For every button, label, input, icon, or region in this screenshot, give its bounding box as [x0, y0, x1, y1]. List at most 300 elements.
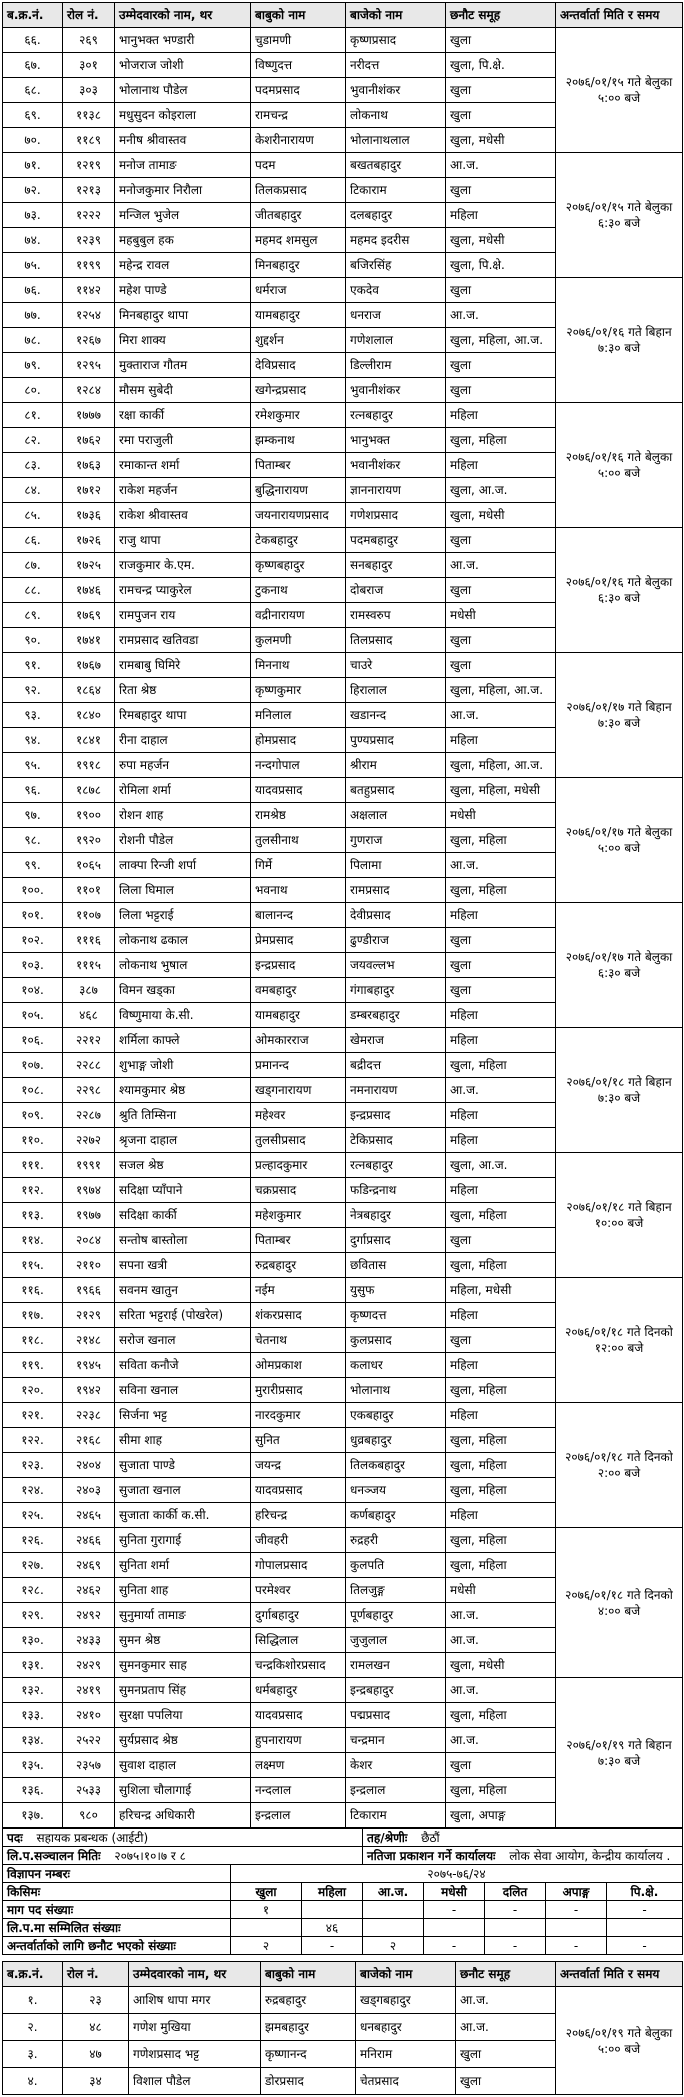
demand-label: माग पद संख्याः	[3, 1901, 231, 1919]
candidate-name-cell: सरोज खनाल	[115, 1328, 251, 1353]
grandfather-name-cell: ज्ञाननारायण	[346, 478, 446, 503]
roll-number-cell: ११९९	[63, 253, 115, 278]
candidate-name-cell: सुनुमार्या तामाङ	[115, 1603, 251, 1628]
interview-schedule-cell: २०७६/०१/१६ गते बेलुका ६:३० बजे	[556, 528, 683, 653]
serial-number-cell: १३०.	[3, 1628, 63, 1653]
grandfather-name-cell: सनबहादुर	[346, 553, 446, 578]
grandfather-name-cell: कुलप्रसाद	[346, 1328, 446, 1353]
header-grandfather: बाजेको नाम	[356, 1962, 456, 1987]
interview-schedule-cell: २०७६/०१/१७ गते बेलुका ५:०० बजे	[556, 778, 683, 903]
roll-number-cell: १७६३	[63, 453, 115, 478]
selection-group-cell: खुला, महिला	[446, 1253, 556, 1278]
attended-cell	[485, 1919, 546, 1937]
serial-number-cell: ७८.	[3, 328, 63, 353]
grandfather-name-cell: छवितास	[346, 1253, 446, 1278]
serial-number-cell: ७२.	[3, 178, 63, 203]
roll-number-cell: २१२९	[63, 1303, 115, 1328]
roll-number-cell: २५३३	[63, 1778, 115, 1803]
selection-group-cell: महिला	[446, 728, 556, 753]
grandfather-name-cell: महमद इदरीस	[346, 228, 446, 253]
serial-number-cell: १०२.	[3, 928, 63, 953]
grandfather-name-cell: कर्णबहादुर	[346, 1503, 446, 1528]
serial-number-cell: ७४.	[3, 228, 63, 253]
candidate-name-cell: श्रृजना दाहाल	[115, 1128, 251, 1153]
roll-number-cell: २११०	[63, 1253, 115, 1278]
serial-number-cell: ९६.	[3, 778, 63, 803]
header-candidate: उम्मेदवारको नाम, थर	[115, 3, 251, 28]
father-name-cell: चन्द्रकिशोरप्रसाद	[251, 1653, 346, 1678]
serial-number-cell: ८७.	[3, 553, 63, 578]
father-name-cell: पिताम्बर	[251, 1228, 346, 1253]
father-name-cell: इन्द्रलाल	[251, 1803, 346, 1828]
level-value: छैठौं	[421, 1830, 440, 1845]
father-name-cell: देविप्रसाद	[251, 353, 346, 378]
candidate-name-cell: हरिचन्द्र अधिकारी	[115, 1803, 251, 1828]
roll-number-cell: १७४१	[63, 628, 115, 653]
roll-number-cell: २०८४	[63, 1228, 115, 1253]
table-row	[3, 778, 683, 803]
serial-number-cell: १२१.	[3, 1403, 63, 1428]
candidate-name-cell: लोकनाथ ढकाल	[115, 928, 251, 953]
father-name-cell: वमबहादुर	[251, 978, 346, 1003]
selection-group-cell: मधेसी	[446, 603, 556, 628]
roll-number-cell: २४६२	[63, 1578, 115, 1603]
serial-number-cell: ११८.	[3, 1328, 63, 1353]
demand-cell: -	[485, 1901, 546, 1919]
candidate-name-cell: सदिक्षा कार्की	[115, 1203, 251, 1228]
grandfather-name-cell: नमनारायण	[346, 1078, 446, 1103]
roll-number-cell: ११८९	[63, 128, 115, 153]
header-roll: रोल नं.	[63, 1962, 129, 1987]
serial-number-cell: ८४.	[3, 478, 63, 503]
roll-number-cell: १८६४	[63, 678, 115, 703]
selection-group-cell: आ.ज.	[446, 1728, 556, 1753]
header-candidate: उम्मेदवारको नाम, थर	[129, 1962, 261, 1987]
attended-label: लि.प.मा सम्मिलित संख्याः	[3, 1919, 231, 1937]
father-name-cell: यादवप्रसाद	[251, 778, 346, 803]
candidate-name-cell: महेश पाण्डे	[115, 278, 251, 303]
candidate-name-cell: रीना दाहाल	[115, 728, 251, 753]
roll-number-cell: १८४१	[63, 728, 115, 753]
grandfather-name-cell: नरीदत्त	[346, 53, 446, 78]
selection-group-cell: खुला, महिला	[446, 1453, 556, 1478]
roll-number-cell: १७६७	[63, 653, 115, 678]
grandfather-name-cell: धुव्रबहादुर	[346, 1428, 446, 1453]
grandfather-name-cell: अक्षलाल	[346, 803, 446, 828]
selection-group-cell: खुला	[446, 1228, 556, 1253]
grandfather-name-cell: नेत्रबहादुर	[346, 1203, 446, 1228]
selection-group-cell: महिला	[446, 453, 556, 478]
selection-group-cell: खुला, महिला, आ.ज.	[446, 753, 556, 778]
grandfather-name-cell: पद्मप्रसाद	[346, 1703, 446, 1728]
candidate-name-cell: मनोजकुमार निरौला	[115, 178, 251, 203]
grandfather-name-cell: इन्द्रप्रसाद	[346, 1103, 446, 1128]
candidate-name-cell: सिर्जना भट्ट	[115, 1403, 251, 1428]
roll-number-cell: १८७८	[63, 778, 115, 803]
serial-number-cell: १०९.	[3, 1103, 63, 1128]
roll-number-cell: ३४	[63, 2068, 129, 2095]
roll-number-cell: १७६२	[63, 428, 115, 453]
selection-group-cell: खुला, मधेसी	[446, 228, 556, 253]
selection-group-cell: आ.ज.	[456, 1987, 556, 2014]
table-row	[3, 1403, 683, 1428]
selection-group-cell: महिला	[446, 1403, 556, 1428]
table-header-row	[3, 3, 683, 28]
candidate-name-cell: सपना खत्री	[115, 1253, 251, 1278]
candidate-name-cell: सुनिता शाह	[115, 1578, 251, 1603]
candidate-name-cell: श्रुति तिम्सिना	[115, 1103, 251, 1128]
candidate-name-cell: रोमिला शर्मा	[115, 778, 251, 803]
father-name-cell: मनिलाल	[251, 703, 346, 728]
father-name-cell: रामचन्द्र	[251, 103, 346, 128]
father-name-cell: प्रेमप्रसाद	[251, 928, 346, 953]
roll-number-cell: १७६९	[63, 603, 115, 628]
selection-group-cell: खुला, महिला	[446, 1428, 556, 1453]
roll-number-cell: १९४२	[63, 1378, 115, 1403]
selection-group-cell: खुला	[446, 1753, 556, 1778]
table-row	[3, 1528, 683, 1553]
candidate-name-cell: रामबाबु घिमिरे	[115, 653, 251, 678]
table-row	[3, 1028, 683, 1053]
selection-group-cell: आ.ज.	[446, 1628, 556, 1653]
selection-group-cell: खुला, महिला	[446, 1378, 556, 1403]
candidate-name-cell: लिला घिमाल	[115, 878, 251, 903]
header-group: छनौट समूह	[446, 3, 556, 28]
grandfather-name-cell: भुवानीशंकर	[346, 78, 446, 103]
category-cell: पि.क्षे.	[607, 1883, 683, 1901]
father-name-cell: शंकरप्रसाद	[251, 1303, 346, 1328]
grandfather-name-cell: देवीप्रसाद	[346, 903, 446, 928]
grandfather-name-cell: डम्बरबहादुर	[346, 1003, 446, 1028]
grandfather-name-cell: भोलानाथ	[346, 1378, 446, 1403]
roll-number-cell: ९८०	[63, 1803, 115, 1828]
grandfather-name-cell: रुद्रहरी	[346, 1528, 446, 1553]
serial-number-cell: ९७.	[3, 803, 63, 828]
grandfather-name-cell: इन्द्रलाल	[346, 1778, 446, 1803]
grandfather-name-cell: टिकाराम	[346, 178, 446, 203]
category-cell: खुला	[231, 1883, 302, 1901]
category-label: किसिमः	[3, 1883, 231, 1901]
selection-group-cell: महिला	[446, 903, 556, 928]
roll-number-cell: २३५७	[63, 1753, 115, 1778]
serial-number-cell: ११७.	[3, 1303, 63, 1328]
roll-number-cell: २२३८	[63, 1403, 115, 1428]
serial-number-cell: २.	[3, 2014, 63, 2041]
demand-cell: १	[231, 1901, 302, 1919]
grandfather-name-cell: धनञ्जय	[346, 1478, 446, 1503]
candidate-name-cell: राकेश महर्जन	[115, 478, 251, 503]
header-group: छनौट समूह	[456, 1962, 556, 1987]
roll-number-cell: ११३८	[63, 103, 115, 128]
candidate-name-cell: मनोज तामाङ	[115, 153, 251, 178]
father-name-cell: चक्रप्रसाद	[251, 1178, 346, 1203]
serial-number-cell: ९३.	[3, 703, 63, 728]
candidate-name-cell: सवनम खातुन	[115, 1278, 251, 1303]
selection-group-cell: आ.ज.	[446, 303, 556, 328]
father-name-cell: भवनाथ	[251, 878, 346, 903]
serial-number-cell: ९१.	[3, 653, 63, 678]
roll-number-cell: २४९२	[63, 1603, 115, 1628]
serial-number-cell: ७५.	[3, 253, 63, 278]
attended-cell	[607, 1919, 683, 1937]
father-name-cell: टेकबहादुर	[251, 528, 346, 553]
candidate-name-cell: रमाकान्त शर्मा	[115, 453, 251, 478]
attended-cell	[424, 1919, 485, 1937]
attended-cell	[546, 1919, 607, 1937]
candidate-name-cell: भानुभक्त भण्डारी	[115, 28, 251, 53]
office-label: नतिजा प्रकाशन गर्ने कार्यालयः	[367, 1848, 496, 1863]
serial-number-cell: ८६.	[3, 528, 63, 553]
selection-group-cell: मधेसी	[446, 803, 556, 828]
table-row	[3, 903, 683, 928]
candidate-name-cell: सुनिता गुरागाई	[115, 1528, 251, 1553]
grandfather-name-cell: डिल्लीराम	[346, 353, 446, 378]
selection-group-cell: खुला, महिला	[446, 1053, 556, 1078]
roll-number-cell: २१४८	[63, 1328, 115, 1353]
header-schedule: अन्तर्वार्ता मिति र समय	[556, 1962, 683, 1987]
serial-number-cell: ७६.	[3, 278, 63, 303]
candidate-name-cell: सरिता भट्टराई (पोखरेल)	[115, 1303, 251, 1328]
father-name-cell: रमेशकुमार	[251, 403, 346, 428]
candidate-name-cell: विमन खड्का	[115, 978, 251, 1003]
father-name-cell: मिननाथ	[251, 653, 346, 678]
father-name-cell: खगेन्द्रप्रसाद	[251, 378, 346, 403]
grandfather-name-cell: जयवल्लभ	[346, 953, 446, 978]
father-name-cell: तुलसीप्रसाद	[251, 1128, 346, 1153]
father-name-cell: जयनारायणप्रसाद	[251, 503, 346, 528]
grandfather-name-cell: टिकाराम	[346, 1803, 446, 1828]
selection-group-cell: आ.ज.	[446, 1078, 556, 1103]
grandfather-name-cell: चाउरे	[346, 653, 446, 678]
candidate-name-cell: राकेश श्रीवास्तव	[115, 503, 251, 528]
roll-number-cell: २२९८	[63, 1078, 115, 1103]
candidate-name-cell: भोजराज जोशी	[115, 53, 251, 78]
roll-number-cell: १७३६	[63, 503, 115, 528]
serial-number-cell: १३५.	[3, 1753, 63, 1778]
serial-number-cell: १२९.	[3, 1603, 63, 1628]
serial-number-cell: १०४.	[3, 978, 63, 1003]
father-name-cell: नईम	[251, 1278, 346, 1303]
grandfather-name-cell: लोकनाथ	[346, 103, 446, 128]
roll-number-cell: १२८४	[63, 378, 115, 403]
office-value: लोक सेवा आयोग, केन्द्रीय कार्यालय .	[509, 1848, 671, 1863]
candidate-name-cell: सुजाता पाण्डे	[115, 1453, 251, 1478]
serial-number-cell: ७९.	[3, 353, 63, 378]
exam-date-label: लि.प.सञ्चालन मितिः	[7, 1848, 101, 1863]
grandfather-name-cell: खेमराज	[346, 1028, 446, 1053]
grandfather-name-cell: रामलखन	[346, 1653, 446, 1678]
roll-number-cell: ४६८	[63, 1003, 115, 1028]
header-grandfather: बाजेको नाम	[346, 3, 446, 28]
candidate-name-cell: रमा पराजुली	[115, 428, 251, 453]
selection-group-cell: आ.ज.	[446, 153, 556, 178]
grandfather-name-cell: मनिराम	[356, 2041, 456, 2068]
father-name-cell: चुडामणी	[251, 28, 346, 53]
table-header-row	[3, 1962, 683, 1987]
selection-group-cell: खुला, महिला	[446, 1478, 556, 1503]
grandfather-name-cell: फडिन्द्रनाथ	[346, 1178, 446, 1203]
selection-group-cell: खुला, आ.ज.	[446, 478, 556, 503]
roll-number-cell: ३८७	[63, 978, 115, 1003]
serial-number-cell: १२६.	[3, 1528, 63, 1553]
serial-number-cell: ११३.	[3, 1203, 63, 1228]
grandfather-name-cell: बद्रीदत्त	[346, 1053, 446, 1078]
selection-group-cell: महिला	[446, 203, 556, 228]
roll-number-cell: २४६६	[63, 1528, 115, 1553]
selection-group-cell: खुला, महिला	[446, 828, 556, 853]
serial-number-cell: ८३.	[3, 453, 63, 478]
father-name-cell: प्रमानन्द	[251, 1053, 346, 1078]
father-name-cell: सुनित	[251, 1428, 346, 1453]
serial-number-cell: ७०.	[3, 128, 63, 153]
candidate-name-cell: सुमनप्रताप सिंह	[115, 1678, 251, 1703]
candidate-name-cell: गणेश मुखिया	[129, 2014, 261, 2041]
category-cell: दलित	[485, 1883, 546, 1901]
selection-group-cell: आ.ज.	[446, 553, 556, 578]
selection-group-cell: खुला	[446, 278, 556, 303]
roll-number-cell: २१६८	[63, 1428, 115, 1453]
selection-group-cell: आ.ज.	[446, 853, 556, 878]
father-name-cell: यामबहादुर	[251, 1003, 346, 1028]
selection-group-cell: खुला, महिला	[446, 1553, 556, 1578]
candidate-name-cell: मन्जिल भुजेल	[115, 203, 251, 228]
roll-number-cell: २२८७	[63, 1103, 115, 1128]
category-cell: मधेसी	[424, 1883, 485, 1901]
interview-schedule-cell: २०७६/०१/१६ गते बिहान ७:३० बजे	[556, 278, 683, 403]
selection-group-cell: खुला, मधेसी	[446, 503, 556, 528]
father-name-cell: गोपालप्रसाद	[251, 1553, 346, 1578]
roll-number-cell: २२८८	[63, 1053, 115, 1078]
roll-number-cell: २२७२	[63, 1128, 115, 1153]
serial-number-cell: १३१.	[3, 1653, 63, 1678]
selection-group-cell: खुला, महिला	[446, 428, 556, 453]
father-name-cell: जयन्द्र	[251, 1453, 346, 1478]
selection-group-cell: खुला, महिला	[446, 878, 556, 903]
candidate-name-cell: लिला भट्टराई	[115, 903, 251, 928]
roll-number-cell: १९००	[63, 803, 115, 828]
selection-group-cell: खुला, महिला	[446, 1203, 556, 1228]
serial-number-cell: १३६.	[3, 1778, 63, 1803]
serial-number-cell: ८८.	[3, 578, 63, 603]
interview-schedule-cell: २०७६/०१/१९ गते बेलुका ५:०० बजे	[556, 1987, 683, 2095]
father-name-cell: यामबहादुर	[251, 303, 346, 328]
selection-group-cell: आ.ज.	[446, 1603, 556, 1628]
father-name-cell: नन्दलाल	[251, 1778, 346, 1803]
serial-number-cell: १.	[3, 1987, 63, 2014]
serial-number-cell: ९८.	[3, 828, 63, 853]
selection-group-cell: खुला	[446, 178, 556, 203]
roll-number-cell: १२२२	[63, 203, 115, 228]
interview-schedule-cell: २०७६/०१/१८ गते दिनको १२:०० बजे	[556, 1278, 683, 1403]
selection-group-cell: महिला	[446, 1503, 556, 1528]
grandfather-name-cell: केशर	[346, 1753, 446, 1778]
serial-number-cell: १२७.	[3, 1553, 63, 1578]
serial-number-cell: ६६.	[3, 28, 63, 53]
selection-group-cell: महिला	[446, 403, 556, 428]
post-value: सहायक प्रबन्धक (आईटी)	[36, 1830, 149, 1845]
selection-group-cell: आ.ज.	[446, 703, 556, 728]
selection-group-cell: खुला, महिला	[446, 1703, 556, 1728]
table-row	[3, 653, 683, 678]
father-name-cell: पिताम्बर	[251, 453, 346, 478]
serial-number-cell: १२२.	[3, 1428, 63, 1453]
candidate-name-cell: रामपुजन राय	[115, 603, 251, 628]
candidate-name-cell: रोशन शाह	[115, 803, 251, 828]
grandfather-name-cell: बजिरसिंह	[346, 253, 446, 278]
grandfather-name-cell: युसुफ	[346, 1278, 446, 1303]
grandfather-name-cell: टेकिप्रसाद	[346, 1128, 446, 1153]
father-name-cell: परमेश्वर	[251, 1578, 346, 1603]
roll-number-cell: १११६	[63, 928, 115, 953]
serial-number-cell: ४.	[3, 2068, 63, 2095]
selection-group-cell: खुला, आ.ज.	[446, 1153, 556, 1178]
selected-cell: -	[607, 1937, 683, 1955]
serial-number-cell: १०३.	[3, 953, 63, 978]
selection-group-cell: महिला	[446, 1303, 556, 1328]
father-name-cell: शुद्दर्शन	[251, 328, 346, 353]
father-name-cell: बुद्धिनारायण	[251, 478, 346, 503]
grandfather-name-cell: तिलकबहादुर	[346, 1453, 446, 1478]
grandfather-name-cell: दलबहादुर	[346, 203, 446, 228]
father-name-cell: हुपनारायण	[251, 1728, 346, 1753]
father-name-cell: मिनबहादुर	[251, 253, 346, 278]
father-name-cell: महमद शमसुल	[251, 228, 346, 253]
serial-number-cell: ७७.	[3, 303, 63, 328]
roll-number-cell: १९७७	[63, 1203, 115, 1228]
grandfather-name-cell: इन्द्रबहादुर	[346, 1678, 446, 1703]
selection-group-cell: खुला, पि.क्षे.	[446, 53, 556, 78]
serial-number-cell: १२८.	[3, 1578, 63, 1603]
father-name-cell: वद्रीनारायण	[251, 603, 346, 628]
exam-info-table	[2, 1828, 683, 1955]
father-name-cell: डोरप्रसाद	[261, 2068, 356, 2095]
ad-number-row	[3, 1865, 683, 1883]
roll-number-cell: १२५४	[63, 303, 115, 328]
serial-number-cell: ११०.	[3, 1128, 63, 1153]
roll-number-cell: २४०४	[63, 1453, 115, 1478]
serial-number-cell: ८२.	[3, 428, 63, 453]
grandfather-name-cell: कृष्णदत्त	[346, 1303, 446, 1328]
selection-group-cell: आ.ज.	[456, 2014, 556, 2041]
father-name-cell: ओमप्रकाश	[251, 1353, 346, 1378]
roll-number-cell: ११४२	[63, 278, 115, 303]
grandfather-name-cell: कुलपति	[346, 1553, 446, 1578]
grandfather-name-cell: दोबराज	[346, 578, 446, 603]
serial-number-cell: ६९.	[3, 103, 63, 128]
selection-group-cell: खुला, महिला, मधेसी	[446, 778, 556, 803]
roll-number-cell: २४०३	[63, 1478, 115, 1503]
selection-group-cell: आ.ज.	[446, 1678, 556, 1703]
candidate-name-cell: सदिक्षा प्याँपाने	[115, 1178, 251, 1203]
demand-cell: -	[424, 1901, 485, 1919]
main-candidate-table	[2, 2, 683, 1828]
serial-number-cell: १०८.	[3, 1078, 63, 1103]
roll-number-cell: १९२०	[63, 828, 115, 853]
father-name-cell: गिर्मे	[251, 853, 346, 878]
candidate-name-cell: सविता कनौजे	[115, 1353, 251, 1378]
exam-date-row	[3, 1847, 683, 1865]
exam-date-value: २०७५।१०।७ र ८	[114, 1848, 186, 1863]
candidate-name-cell: सुजाता कार्की क.सी.	[115, 1503, 251, 1528]
serial-number-cell: ८१.	[3, 403, 63, 428]
grandfather-name-cell: चेतप्रसाद	[356, 2068, 456, 2095]
grandfather-name-cell: रामस्वरुप	[346, 603, 446, 628]
interview-schedule-cell: २०७६/०१/१८ गते दिनको ४:०० बजे	[556, 1528, 683, 1678]
grandfather-name-cell: पुण्यप्रसाद	[346, 728, 446, 753]
grandfather-name-cell: खड्गबहादुर	[356, 1987, 456, 2014]
roll-number-cell: १७४६	[63, 578, 115, 603]
roll-number-cell: १७२५	[63, 553, 115, 578]
